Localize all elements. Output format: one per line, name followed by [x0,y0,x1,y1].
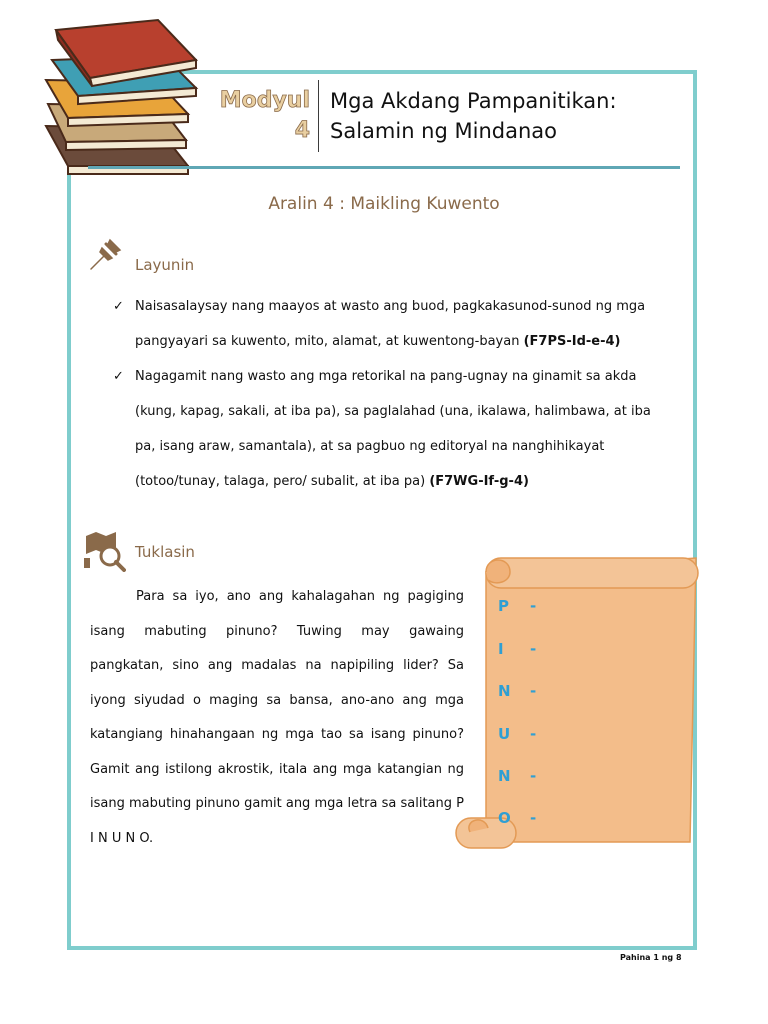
acrostic-letter: P [498,597,509,615]
header-rule [88,166,680,169]
objective-1 [113,289,683,359]
acrostic-row-i [498,640,558,658]
acrostic-dash: - [530,725,537,743]
acrostic-letter: U [498,725,511,743]
objective-1-code: (F7PS-Id-e-4) [523,334,621,349]
tuklasin-text: Para sa iyo, ano ang kahalagahan ng pagiging isang mabuting pinuno? Tuwing may gawaing pangkatan, sino ang madalas na napipiling lider? Sa iyong siyudad o maging sa bansa, ano-ano ang mga katangiang hinahangaan ng mga tao sa isang pinuno? Gamit ang istilong akrostik, itala ang mga katangian ng isang mabuting pinuno gamit ang mga letra sa salitang P I N U N O. [90,589,464,846]
objective-1-line2: pangyayari sa kuwento, mito, alamat, at kuwentong-bayan [135,334,520,349]
tuklasin-heading: Tuklasin [135,543,195,561]
acrostic-letter: I [498,640,504,658]
acrostic-row-n [498,682,558,700]
acrostic-dash: - [530,640,537,658]
objective-2-code: (F7WG-If-g-4) [429,474,529,489]
pushpin-icon [88,236,124,272]
acrostic-letter: O [498,809,511,827]
acrostic-dash: - [530,767,537,785]
module-title [330,86,690,146]
acrostic-letter: N [498,767,511,785]
scroll-illustration [450,552,706,856]
acrostic-row-p [498,597,558,615]
footer-text: Pahina 1 ng [620,953,674,962]
module-title-line2: Salamin ng Mindanao [330,119,557,143]
module-word: Modyul [219,88,310,113]
tuklasin-paragraph [90,580,464,856]
acrostic-dash: - [530,597,537,615]
books-stack-icon [38,16,208,186]
map-search-icon [84,530,126,572]
module-label [212,86,310,146]
module-title-line1: Mga Akdang Pampanitikan: [330,89,617,113]
module-number: 4 [294,118,310,143]
acrostic-dash: - [530,682,537,700]
acrostic-row-o [498,809,558,827]
acrostic-row-n2 [498,767,558,785]
footer-page-number: 8 [675,953,682,962]
acrostic-letter: N [498,682,511,700]
acrostic-dash: - [530,809,537,827]
objective-2-line4: (totoo/tunay, talaga, pero/ subalit, at iba pa) [135,474,426,489]
lesson-title: Aralin 4 : Maikling Kuwento [268,194,500,214]
checkmark-icon: ✓ [113,369,124,384]
objective-2-line2: (kung, kapag, sakali, at iba pa), sa paglalahad (una, ikalawa, halimbawa, at iba [135,404,651,419]
acrostic-row-u [498,725,558,743]
objective-2 [113,359,683,499]
objective-2-line3: pa, isang araw, samantala), at sa pagbuo ng editoryal na nanghihikayat [135,439,605,454]
objective-1-line1: Naisasalaysay nang maayos at wasto ang buod, pagkakasunod-sunod ng mga [135,299,646,314]
checkmark-icon: ✓ [113,299,124,314]
page-footer [620,953,682,962]
objective-2-line1: Nagagamit nang wasto ang mga retorikal na pang-ugnay na ginamit sa akda [135,369,637,384]
header-divider [318,80,319,152]
layunin-heading: Layunin [135,256,195,274]
